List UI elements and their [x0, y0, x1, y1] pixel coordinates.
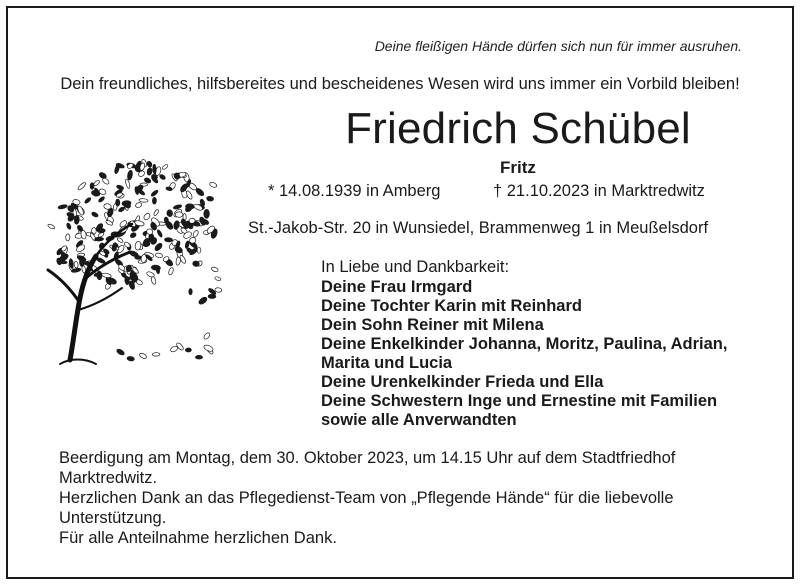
leaf-mark	[185, 204, 194, 210]
footer-line: Herzlichen Dank an das Pflegedienst-Team von „Pflegende Hände“ für die liebevolle	[59, 489, 674, 507]
leaf-mark	[204, 209, 210, 218]
leaf-mark	[155, 252, 163, 258]
deceased-name: Friedrich Schübel	[345, 104, 691, 153]
mourner-line: Deine Schwestern Inge und Ernestine mit Familien	[321, 392, 718, 410]
leaf-mark	[146, 161, 152, 168]
leaf-mark	[139, 198, 149, 202]
mourner-line: Deine Urenkelkinder Frieda und Ella	[321, 373, 604, 391]
thanks-label: In Liebe und Dankbarkeit:	[321, 258, 510, 276]
leaf-mark	[93, 180, 100, 187]
leaf-mark	[66, 223, 72, 230]
funeral-details	[59, 448, 759, 548]
leaf-mark	[156, 229, 163, 238]
leaf-mark	[150, 189, 158, 197]
leaf-mark	[151, 265, 161, 271]
leaf-mark	[127, 356, 135, 361]
leaf-mark	[91, 211, 99, 218]
leaf-mark	[152, 353, 160, 357]
leaf-mark	[175, 212, 183, 217]
footer-line: Marktredwitz.	[59, 469, 158, 487]
leaf-mark	[192, 230, 199, 238]
quote: Deine fleißigen Hände dürfen sich nun für immer ausruhen.	[374, 38, 742, 54]
leaf-mark	[74, 261, 79, 268]
leaf-mark	[116, 237, 123, 243]
leaf-mark	[162, 164, 169, 170]
leaf-mark	[77, 182, 87, 191]
nickname: Fritz	[500, 158, 536, 177]
tree-trunk	[48, 224, 132, 364]
leaf-mark	[127, 170, 133, 180]
leaf-mark	[84, 197, 92, 204]
leaf-mark	[116, 184, 124, 190]
birth-info: * 14.08.1939 in Amberg	[268, 182, 441, 200]
mourners-list	[321, 278, 727, 430]
leaf-mark	[74, 215, 80, 224]
leaf-mark	[98, 196, 106, 203]
leaf-mark	[211, 266, 219, 272]
leaf-mark	[173, 204, 182, 210]
leaf-mark	[47, 223, 55, 229]
intro-line: Dein freundliches, hilfsbereites und bescheidenes Wesen wird uns immer ein Vorbild bleiben!	[60, 75, 740, 93]
footer-line: Für alle Anteilnahme herzlichen Dank.	[59, 529, 337, 547]
leaf-mark	[58, 204, 68, 209]
leaf-mark	[116, 199, 120, 206]
footer-line: Beerdigung am Montag, dem 30. Oktober 2023, um 14.15 Uhr auf dem Stadtfriedhof	[59, 449, 676, 467]
leaf-mark	[203, 332, 211, 340]
leaf-mark	[153, 164, 157, 174]
leaf-mark	[116, 348, 125, 356]
leaf-mark	[168, 267, 174, 276]
leaf-mark	[135, 202, 143, 209]
leaf-mark	[152, 197, 156, 204]
leaf-mark	[167, 210, 173, 217]
leaf-mark	[79, 256, 85, 266]
mourner-line: Deine Enkelkinder Johanna, Moritz, Paulina, Adrian,	[321, 335, 728, 353]
leaf-mark	[139, 352, 148, 359]
leaf-mark	[66, 234, 70, 241]
leaf-mark	[215, 287, 222, 292]
leaf-mark	[189, 289, 193, 295]
leaf-mark	[146, 167, 152, 175]
mourner-line: Marita und Lucia	[321, 354, 453, 372]
mourner-line: Deine Frau Irmgard	[321, 278, 473, 296]
leaf-mark	[95, 237, 104, 241]
mourner-line: sowie alle Anverwandten	[321, 411, 517, 429]
leaf-mark	[197, 247, 201, 253]
mourner-line: Dein Sohn Reiner mit Milena	[321, 316, 544, 334]
leaf-mark	[195, 355, 202, 359]
leaf-mark	[153, 209, 159, 216]
leaf-mark	[151, 276, 157, 285]
death-info: † 21.10.2023 in Marktredwitz	[493, 182, 705, 200]
leaf-mark	[130, 232, 137, 239]
leaf-mark	[189, 218, 196, 224]
leaf-mark	[143, 212, 151, 221]
leaf-mark	[206, 196, 214, 202]
leaf-mark	[103, 203, 111, 210]
leaf-mark	[203, 344, 214, 353]
leaf-mark	[159, 174, 166, 181]
leaf-mark	[214, 276, 221, 281]
leaf-mark	[185, 348, 191, 352]
mourner-line: Deine Tochter Karin mit Reinhard	[321, 297, 582, 315]
leaf-mark	[198, 296, 208, 306]
leaf-mark	[185, 241, 190, 249]
windblown-tree-icon	[30, 138, 225, 368]
leaf-mark	[209, 181, 218, 188]
leaf-mark	[186, 247, 193, 254]
leaf-mark	[208, 294, 216, 298]
footer-line: Unterstützung.	[59, 509, 167, 527]
address: St.-Jakob-Str. 20 in Wunsiedel, Brammenweg 1 in Meußelsdorf	[248, 219, 709, 237]
leaf-mark	[118, 206, 125, 213]
leaf-mark	[184, 222, 189, 229]
leaf-mark	[164, 238, 172, 242]
